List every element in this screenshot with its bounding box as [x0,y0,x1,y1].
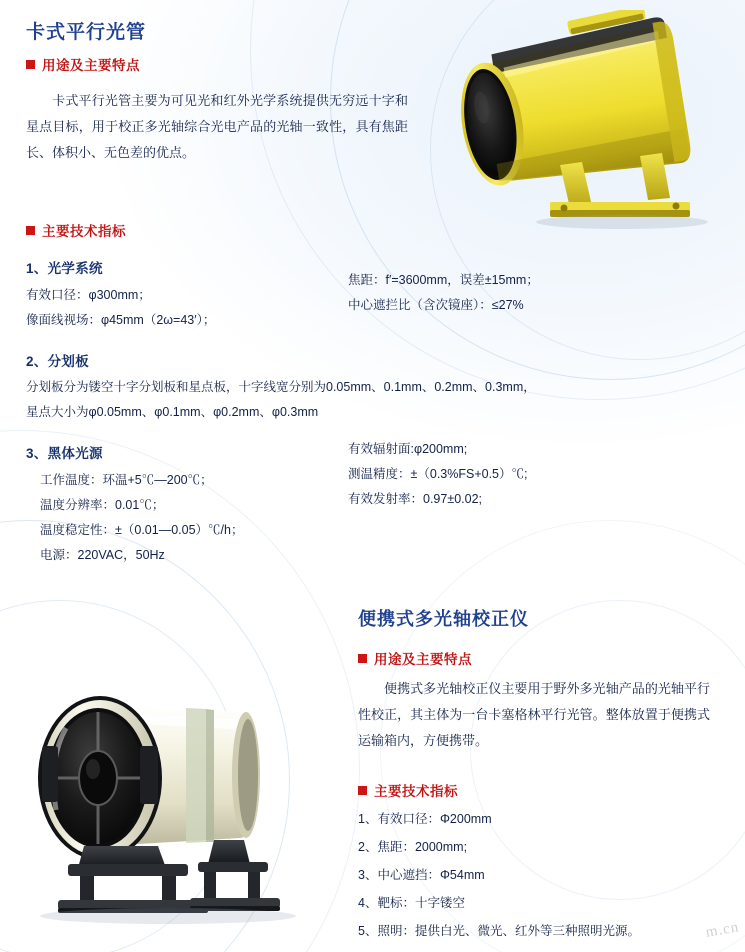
spec-group-3-left [40,468,243,568]
section1-paragraph [26,88,408,166]
square-bullet-icon [358,654,367,663]
watermark: m.cn [704,919,741,941]
list-item: 3、中心遮挡：Φ54mm [358,868,485,882]
spec-line: 有效发射率：0.97±0.02; [348,492,482,506]
list-item: 2、焦距：2000mm; [358,840,468,854]
spec-line: 像面线视场：φ45mm（2ω=43′）； [26,313,216,327]
section2-paragraph [358,676,710,754]
spec-line: 焦距：f′=3600mm，误差±15mm； [348,273,539,287]
spec-line: 星点大小为φ0.05mm、φ0.1mm、φ0.2mm、φ0.3mm [26,405,319,419]
list-item: 5、照明：提供白光、微光、红外等三种照明光源。 [358,924,640,938]
section2-specs-heading [358,780,458,800]
spec-group-3-right [348,437,527,512]
product-photo-collimator [432,10,732,240]
spec-line: 中心遮拦比（含次镜座）：≤27% [348,298,524,312]
section2-features-heading-label: 用途及主要特点 [374,652,472,667]
section1-specs-heading [26,220,126,240]
spec-line: 电源：220VAC，50Hz [40,548,165,562]
square-bullet-icon [26,60,35,69]
section2-title: 便携式多光轴校正仪 [358,609,529,629]
section1-paragraph-text: 卡式平行光管主要为可见光和红外光学系统提供无穷远十字和星点目标，用于校正多光轴综合光电产品的光轴一致性，具有焦距长、体积小、无色差的优点。 [26,93,408,160]
spec-line: 测温精度：±（0.3%FS+0.5）℃; [348,467,528,481]
spec-group-1-title: 1、光学系统 [26,261,103,276]
section1-features-heading-label: 用途及主要特点 [42,58,140,73]
section1-title: 卡式平行光管 [26,22,147,43]
spec-group-2-left [26,375,536,425]
spec-line: 有效辐射面:φ200mm; [348,442,468,456]
list-item: 4、靶标：十字镂空 [358,896,465,910]
section2-paragraph-text: 便携式多光轴校正仪主要用于野外多光轴产品的光轴平行性校正，其主体为一台卡塞格林平行光管。整体放置于便携式运输箱内，方便携带。 [358,681,710,748]
spec-line: 工作温度：环温+5℃—200℃； [40,473,213,487]
section1-features-heading [26,54,140,74]
spec-line: 有效口径：φ300mm； [26,288,151,302]
spec-group-1-left [26,283,215,333]
spec-line: 分划板分为镂空十字分划板和星点板，十字线宽分别为0.05mm、0.1mm、0.2mm、0.3mm， [26,380,536,394]
spec-group-3-title: 3、黑体光源 [26,446,103,461]
spec-group-2-title: 2、分划板 [26,354,90,369]
spec-line: 温度分辨率：0.01℃； [40,498,165,512]
section2-features-heading [358,648,472,668]
spec-line: 温度稳定性：±（0.01—0.05）℃/h； [40,523,244,537]
list-item: 1、有效口径：Φ200mm [358,812,492,826]
section2-specs-heading-label: 主要技术指标 [374,784,458,799]
product-photo-portable-corrector [8,650,328,925]
square-bullet-icon [358,786,367,795]
square-bullet-icon [26,226,35,235]
spec-group-1-right [348,268,539,318]
section1-specs-heading-label: 主要技术指标 [42,224,126,239]
section2-spec-list [358,805,640,945]
